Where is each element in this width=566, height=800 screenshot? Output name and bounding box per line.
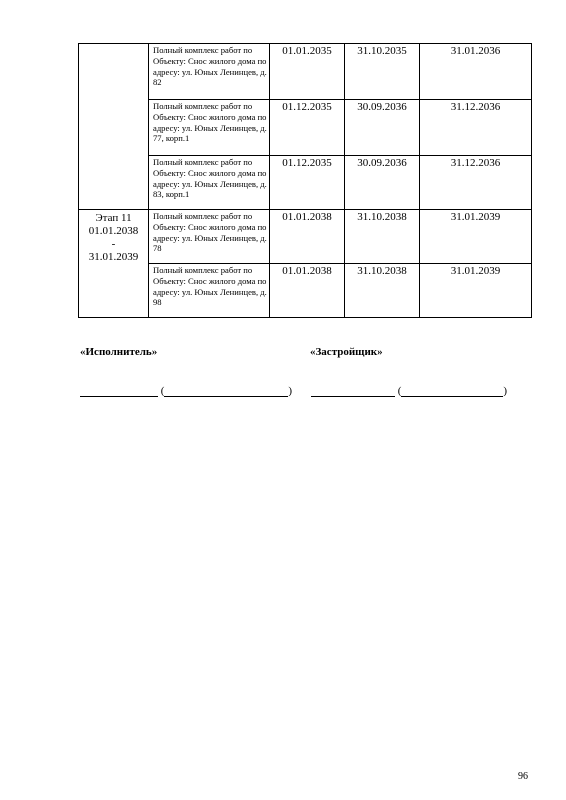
stage-dash: - bbox=[111, 238, 116, 250]
work-description: Полный комплекс работ по Объекту: Снос жилого дома по адресу: ул. Юных Ленинцев, д. 77, корп.1 bbox=[149, 100, 270, 156]
developer-label: «Застройщик» bbox=[310, 346, 383, 358]
stage-end: 31.01.2039 bbox=[88, 251, 139, 263]
page-number: 96 bbox=[518, 771, 528, 782]
work-description: Полный комплекс работ по Объекту: Снос жилого дома по адресу: ул. Юных Ленинцев, д. 83, корп.1 bbox=[149, 156, 270, 210]
start-date: 01.01.2035 bbox=[270, 44, 345, 100]
deadline-date: 31.01.2039 bbox=[420, 264, 532, 318]
start-date: 01.12.2035 bbox=[270, 156, 345, 210]
start-date: 01.01.2038 bbox=[270, 264, 345, 318]
stage-cell bbox=[79, 210, 149, 318]
table-row bbox=[79, 210, 532, 264]
start-date: 01.01.2038 bbox=[270, 210, 345, 264]
start-date: 01.12.2035 bbox=[270, 100, 345, 156]
end-date: 30.09.2036 bbox=[345, 100, 420, 156]
end-date: 31.10.2038 bbox=[345, 264, 420, 318]
table-row bbox=[79, 44, 532, 100]
deadline-date: 31.12.2036 bbox=[420, 156, 532, 210]
end-date: 31.10.2038 bbox=[345, 210, 420, 264]
developer-signature-line: ( ) bbox=[311, 385, 507, 397]
deadline-date: 31.01.2039 bbox=[420, 210, 532, 264]
deadline-date: 31.12.2036 bbox=[420, 100, 532, 156]
stage-cell bbox=[79, 44, 149, 210]
deadline-date: 31.01.2036 bbox=[420, 44, 532, 100]
executor-label: «Исполнитель» bbox=[80, 346, 158, 358]
executor-signature-line: ( ) bbox=[80, 385, 292, 397]
end-date: 31.10.2035 bbox=[345, 44, 420, 100]
stage-title: Этап 11 bbox=[95, 212, 132, 224]
stage-start: 01.01.2038 bbox=[88, 225, 139, 237]
schedule-table bbox=[78, 43, 532, 318]
work-description: Полный комплекс работ по Объекту: Снос жилого дома по адресу: ул. Юных Ленинцев, д. 78 bbox=[149, 210, 270, 264]
end-date: 30.09.2036 bbox=[345, 156, 420, 210]
work-description: Полный комплекс работ по Объекту: Снос жилого дома по адресу: ул. Юных Ленинцев, д. 82 bbox=[149, 44, 270, 100]
work-description: Полный комплекс работ по Объекту: Снос жилого дома по адресу: ул. Юных Ленинцев, д. 98 bbox=[149, 264, 270, 318]
